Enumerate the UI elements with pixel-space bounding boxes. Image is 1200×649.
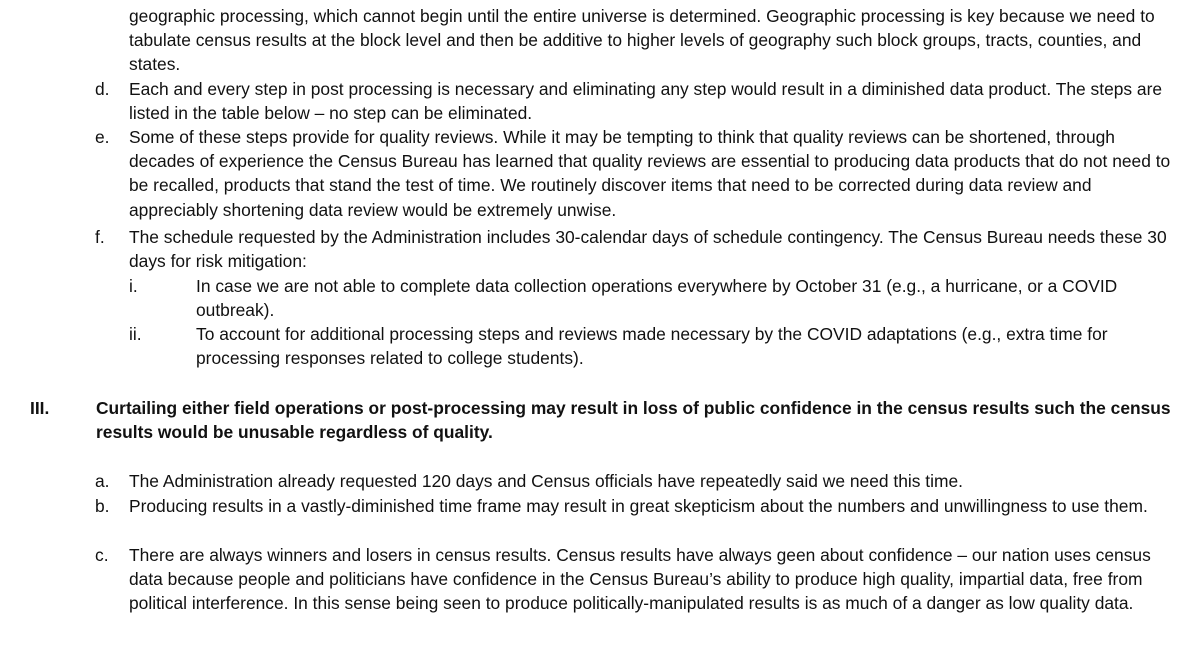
section-heading-text: Curtailing either field operations or post-processing may result in loss of public confidence in the census results such the census results would be unusable regardless of quality.: [96, 398, 1171, 443]
list-marker: b.: [95, 496, 110, 516]
list-item-text: The schedule requested by the Administration includes 30-calendar days of schedule contingency. The Census Bureau needs these 30 days for risk mitigation:: [129, 227, 1167, 272]
sub-list-marker: ii.: [129, 324, 142, 344]
sub-list-marker: i.: [129, 276, 138, 296]
list-marker: a.: [95, 471, 110, 491]
section-numeral: III.: [30, 398, 50, 418]
list-item-text: Producing results in a vastly-diminished time frame may result in great skepticism about the numbers and unwillingness to use them.: [129, 496, 1148, 516]
list-item-text: The Administration already requested 120 days and Census officials have repeatedly said we need this time.: [129, 471, 963, 491]
list-marker: e.: [95, 127, 110, 147]
sub-list-item-text: To account for additional processing steps and reviews made necessary by the COVID adaptations (e.g., extra time for processing responses related to college students).: [196, 324, 1108, 369]
continuation-text: geographic processing, which cannot begin until the entire universe is determined. Geographic processing is key because we need to tabulate census results at the block level and then be additive to higher levels of geography such block groups, tracts, counties, and states.: [129, 6, 1155, 75]
list-marker: f.: [95, 227, 105, 247]
list-item-text: Some of these steps provide for quality reviews. While it may be tempting to think that quality reviews can be shortened, through decades of experience the Census Bureau has learned that quality reviews are essential to producing data products that do not need to be recalled, products that stand the test of time. We routinely discover items that need to be corrected during data review and appreciably shortening data review would be extremely unwise.: [129, 127, 1171, 220]
list-marker: c.: [95, 545, 109, 565]
list-item-text: There are always winners and losers in census results. Census results have always geen about confidence – our nation uses census data because people and politicians have confidence in the Census Bureau’s ability to produce high quality, impartial data, free from political interference. In this sense being seen to produce politically-manipulated results is as much of a danger as low quality data.: [129, 545, 1151, 614]
list-marker: d.: [95, 79, 110, 99]
sub-list-item-text: In case we are not able to complete data collection operations everywhere by October 31 (e.g., a hurricane, or a COVID outbreak).: [196, 276, 1118, 321]
list-item-text: Each and every step in post processing is necessary and eliminating any step would result in a diminished data product. The steps are listed in the table below – no step can be eliminated.: [129, 79, 1163, 124]
